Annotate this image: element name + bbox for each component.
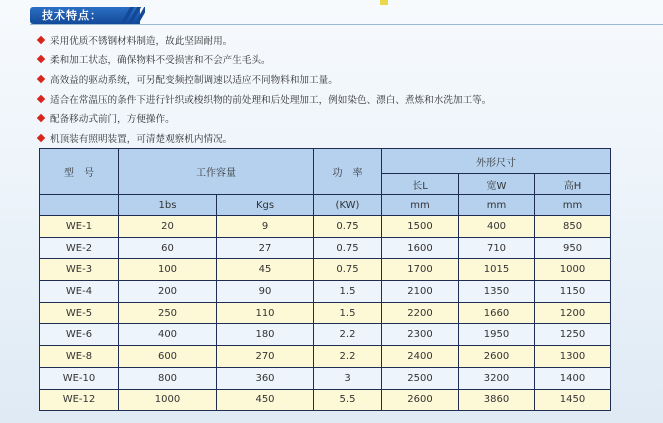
cell-power: 1.5 xyxy=(314,281,382,303)
red-diamond-bullet-icon xyxy=(37,114,45,122)
feature-text: 适合在常温压的条件下进行针织或梭织物的前处理和后处理加工，例如染色、漂白、煮炼和水洗加工等。 xyxy=(50,94,492,106)
cell-width: 400 xyxy=(459,216,535,238)
cell-kgs: 270 xyxy=(217,346,314,368)
header-length: 长L xyxy=(382,174,459,195)
cell-height: 1450 xyxy=(535,389,611,411)
cell-lbs: 400 xyxy=(119,324,217,346)
cell-kgs: 180 xyxy=(217,324,314,346)
cell-power: 1.5 xyxy=(314,302,382,324)
cell-lbs: 800 xyxy=(119,367,217,389)
header-model: 型 号 xyxy=(40,149,119,195)
red-diamond-bullet-icon xyxy=(37,134,45,142)
feature-item xyxy=(36,108,636,128)
red-diamond-bullet-icon xyxy=(37,75,45,83)
cell-height: 1200 xyxy=(535,302,611,324)
cell-height: 950 xyxy=(535,237,611,259)
feature-text: 配备移动式前门，方便操作。 xyxy=(50,114,175,126)
section-title: 技术特点： xyxy=(42,9,102,22)
cell-width: 1950 xyxy=(459,324,535,346)
header-capacity: 工作容量 xyxy=(119,149,314,195)
feature-item xyxy=(36,50,636,70)
table-row xyxy=(40,367,611,389)
table-row xyxy=(40,324,611,346)
cell-height: 850 xyxy=(535,216,611,238)
feature-text: 采用优质不锈钢材料制造，故此坚固耐用。 xyxy=(50,35,233,47)
cell-length: 2600 xyxy=(382,389,459,411)
cell-model: WE-4 xyxy=(40,281,119,303)
header-length-unit: mm xyxy=(382,195,459,216)
table-row xyxy=(40,237,611,259)
cell-model: WE-5 xyxy=(40,302,119,324)
header-lbs-unit: 1bs xyxy=(119,195,217,216)
table-row xyxy=(40,216,611,238)
cell-lbs: 250 xyxy=(119,302,217,324)
cell-width: 710 xyxy=(459,237,535,259)
header-kgs-unit: Kgs xyxy=(217,195,314,216)
cell-kgs: 450 xyxy=(217,389,314,411)
header-width-unit: mm xyxy=(459,195,535,216)
cell-length: 2300 xyxy=(382,324,459,346)
cell-model: WE-1 xyxy=(40,216,119,238)
red-diamond-bullet-icon xyxy=(37,55,45,63)
cell-kgs: 360 xyxy=(217,367,314,389)
cell-kgs: 90 xyxy=(217,281,314,303)
table-row xyxy=(40,302,611,324)
spec-table xyxy=(39,148,611,411)
header-width: 宽W xyxy=(459,174,535,195)
cell-kgs: 45 xyxy=(217,259,314,281)
cell-model: WE-3 xyxy=(40,259,119,281)
cell-length: 1500 xyxy=(382,216,459,238)
cell-power: 0.75 xyxy=(314,237,382,259)
cell-model: WE-8 xyxy=(40,346,119,368)
header-model-spacer xyxy=(40,195,119,216)
header-power-unit: (KW) xyxy=(314,195,382,216)
cell-power: 5.5 xyxy=(314,389,382,411)
cell-length: 2400 xyxy=(382,346,459,368)
cell-length: 2500 xyxy=(382,367,459,389)
cell-height: 1400 xyxy=(535,367,611,389)
cell-power: 2.2 xyxy=(314,346,382,368)
cell-lbs: 1000 xyxy=(119,389,217,411)
cell-width: 1350 xyxy=(459,281,535,303)
cell-power: 3 xyxy=(314,367,382,389)
header-power xyxy=(314,149,382,195)
cell-width: 3200 xyxy=(459,367,535,389)
cell-lbs: 20 xyxy=(119,216,217,238)
feature-item xyxy=(36,30,636,50)
cell-height: 1150 xyxy=(535,281,611,303)
cell-model: WE-12 xyxy=(40,389,119,411)
cell-height: 1000 xyxy=(535,259,611,281)
cell-lbs: 60 xyxy=(119,237,217,259)
cell-model: WE-10 xyxy=(40,367,119,389)
feature-item xyxy=(36,69,636,89)
cell-height: 1300 xyxy=(535,346,611,368)
yellow-accent-mark xyxy=(380,0,388,5)
cell-power: 2.2 xyxy=(314,324,382,346)
header-divider xyxy=(30,24,663,25)
cell-width: 3860 xyxy=(459,389,535,411)
cell-model: WE-6 xyxy=(40,324,119,346)
header-power-label: 功 率 xyxy=(332,168,363,179)
cell-kgs: 27 xyxy=(217,237,314,259)
cell-lbs: 600 xyxy=(119,346,217,368)
cell-model: WE-2 xyxy=(40,237,119,259)
cell-lbs: 200 xyxy=(119,281,217,303)
table-row xyxy=(40,346,611,368)
cell-width: 1015 xyxy=(459,259,535,281)
table-row xyxy=(40,281,611,303)
cell-kgs: 9 xyxy=(217,216,314,238)
feature-text: 机顶装有照明装置，可清楚观察机内情况。 xyxy=(50,133,233,145)
cell-lbs: 100 xyxy=(119,259,217,281)
banner-stripes-decoration xyxy=(117,7,145,24)
cell-kgs: 110 xyxy=(217,302,314,324)
red-diamond-bullet-icon xyxy=(37,36,45,44)
spec-table-body xyxy=(40,216,611,411)
cell-power: 0.75 xyxy=(314,259,382,281)
cell-width: 1660 xyxy=(459,302,535,324)
cell-width: 2600 xyxy=(459,346,535,368)
cell-length: 1700 xyxy=(382,259,459,281)
table-row xyxy=(40,259,611,281)
cell-height: 1250 xyxy=(535,324,611,346)
cell-power: 0.75 xyxy=(314,216,382,238)
cell-length: 1600 xyxy=(382,237,459,259)
cell-length: 2200 xyxy=(382,302,459,324)
table-row xyxy=(40,389,611,411)
feature-item xyxy=(36,89,636,109)
red-diamond-bullet-icon xyxy=(37,94,45,102)
header-dimensions: 外形尺寸 xyxy=(382,149,611,174)
feature-list xyxy=(36,30,636,148)
header-height-unit: mm xyxy=(535,195,611,216)
feature-text: 高效益的驱动系统，可另配变频控制调速以适应不同物料和加工量。 xyxy=(50,74,338,86)
header-height: 高H xyxy=(535,174,611,195)
feature-item xyxy=(36,128,636,148)
cell-length: 2100 xyxy=(382,281,459,303)
feature-text: 柔和加工状态，确保物料不受损害和不会产生毛头。 xyxy=(50,55,271,67)
